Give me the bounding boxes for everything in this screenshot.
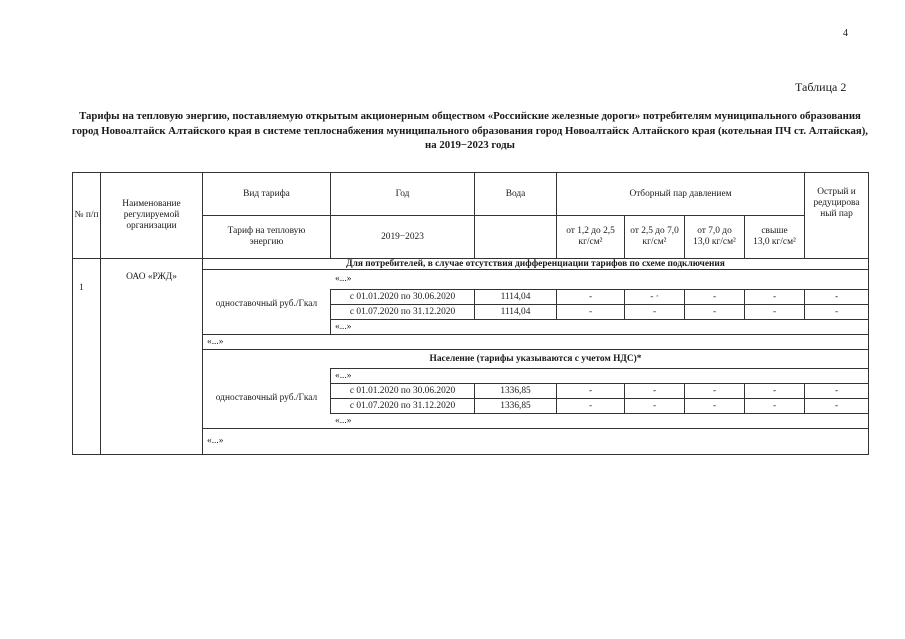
header-pressure-2: от 2,5 до 7,0 кг/см² xyxy=(630,226,679,247)
value-cell: - xyxy=(588,385,593,396)
period-cell: с 01.01.2020 по 30.06.2020 xyxy=(349,291,456,302)
page-number: 4 xyxy=(843,28,848,39)
water-value: 1336,85 xyxy=(500,385,531,396)
tariff-name: одноставочный руб./Гкал xyxy=(215,298,318,309)
ellipsis-row: «...» xyxy=(207,436,224,446)
value-cell: - xyxy=(588,306,593,317)
document-title: Тарифы на тепловую энергию, поставляемую открытым акционерным обществом «Российские железные дороги» потребителям муниципального образования город Новоалтайск Алтайского края в системе теплоснабжения муниципального образования город Новоалтайск Алтайского края (котельная ПЧ ст. Алтайская), на 2019−2023 годы xyxy=(72,110,869,151)
value-cell: - xyxy=(834,400,839,411)
water-value: 1114,04 xyxy=(500,291,531,302)
ellipsis-row: «...» xyxy=(207,336,224,347)
section-title: Для потребителей, в случае отсутствия дифференциации тарифов по схеме подключения xyxy=(346,258,725,269)
row-number: 1 xyxy=(79,282,84,293)
water-value: 1336,85 xyxy=(500,400,531,411)
water-value: 1114,04 xyxy=(500,306,531,317)
header-org: Наименование регулируемой организации xyxy=(122,199,181,231)
header-pressure-3: от 7,0 до 13,0 кг/см² xyxy=(693,226,736,247)
ellipsis-row: «...» xyxy=(335,274,352,284)
value-cell: - xyxy=(652,306,657,317)
organization-name: ОАО «РЖД» xyxy=(126,271,177,282)
header-pressure-1: от 1,2 до 2,5 кг/см² xyxy=(566,226,615,247)
ellipsis-row: «...» xyxy=(335,415,352,426)
period-cell: с 01.07.2020 по 31.12.2020 xyxy=(349,306,456,317)
value-cell: - xyxy=(712,291,717,302)
period-cell: с 01.01.2020 по 30.06.2020 xyxy=(349,385,456,396)
header-steam-group: Отборный пар давлением xyxy=(629,188,732,199)
ellipsis-row: «...» xyxy=(335,370,352,381)
header-year: Год xyxy=(395,188,410,199)
table-label: Таблица 2 xyxy=(795,80,847,94)
value-cell: - xyxy=(772,306,777,317)
ellipsis-row: «...» xyxy=(335,321,352,332)
value-cell: - xyxy=(772,385,777,396)
value-cell: - xyxy=(588,291,593,302)
value-cell: - · xyxy=(650,291,659,302)
value-cell: - xyxy=(712,306,717,317)
section-title: Население (тарифы указываются с учетом НДС)* xyxy=(429,353,642,364)
value-cell: - xyxy=(834,306,839,317)
header-num: № п/п xyxy=(74,210,99,220)
value-cell: - xyxy=(834,385,839,396)
value-cell: - xyxy=(834,291,839,302)
value-cell: - xyxy=(712,400,717,411)
tariff-name: одноставочный руб./Гкал xyxy=(215,392,318,403)
header-period: 2019−2023 xyxy=(381,231,424,242)
value-cell: - xyxy=(772,291,777,302)
header-pressure-4: свыше 13,0 кг/см² xyxy=(753,226,796,247)
header-tariff-heat: Тариф на тепловую энергию xyxy=(227,226,306,247)
header-tariff-type: Вид тарифа xyxy=(243,188,290,199)
value-cell: - xyxy=(588,400,593,411)
header-water: Вода xyxy=(505,188,526,199)
value-cell: - xyxy=(712,385,717,396)
header-sharp-steam: Острый и редуцирова ный пар xyxy=(813,187,860,219)
period-cell: с 01.07.2020 по 31.12.2020 xyxy=(349,400,456,411)
value-cell: - xyxy=(652,385,657,396)
value-cell: - xyxy=(652,400,657,411)
tariff-table xyxy=(72,172,869,455)
value-cell: - xyxy=(772,400,777,411)
